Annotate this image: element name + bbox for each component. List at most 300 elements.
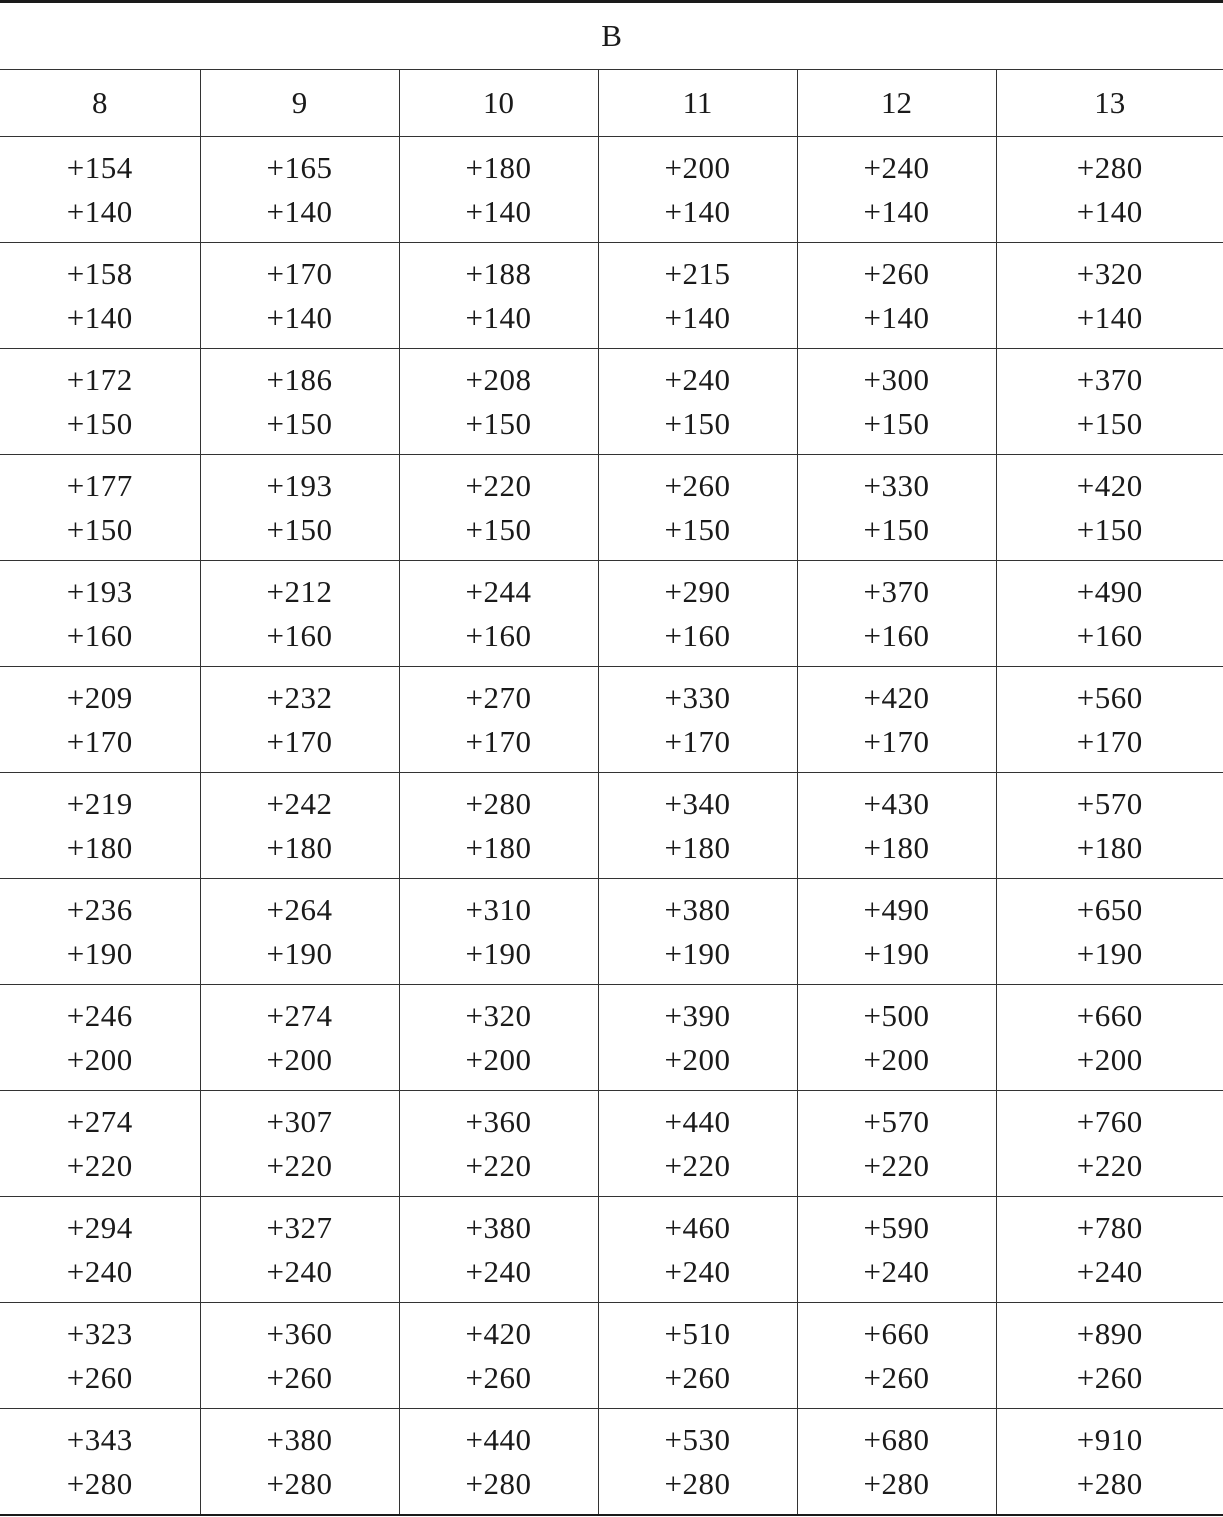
lower-deviation: +140 xyxy=(664,299,731,335)
table-cell xyxy=(797,1197,996,1303)
cell-value-pair xyxy=(1077,146,1143,234)
cell-value-pair xyxy=(67,1312,133,1400)
table-cell xyxy=(399,455,598,561)
upper-deviation: +660 xyxy=(863,1315,930,1351)
cell-value-pair xyxy=(1077,994,1143,1082)
cell-value-pair xyxy=(67,252,133,340)
cell-value-pair xyxy=(67,358,133,446)
lower-deviation: +150 xyxy=(465,405,532,441)
upper-deviation: +323 xyxy=(66,1315,133,1351)
cell-value-pair xyxy=(665,1312,731,1400)
column-header-cell: 9 xyxy=(200,70,399,137)
table-cell xyxy=(996,1197,1223,1303)
lower-deviation: +160 xyxy=(664,617,731,653)
upper-deviation: +390 xyxy=(664,997,731,1033)
upper-deviation: +240 xyxy=(664,361,731,397)
table-cell xyxy=(598,667,797,773)
cell-value-pair xyxy=(267,1206,333,1294)
lower-deviation: +150 xyxy=(863,511,930,547)
lower-deviation: +140 xyxy=(465,193,532,229)
table-cell xyxy=(598,1197,797,1303)
table-cell xyxy=(200,455,399,561)
cell-value-pair xyxy=(864,570,930,658)
table-cell xyxy=(200,1303,399,1409)
upper-deviation: +307 xyxy=(266,1103,333,1139)
lower-deviation: +180 xyxy=(66,829,133,865)
upper-deviation: +310 xyxy=(465,891,532,927)
table-cell xyxy=(996,349,1223,455)
cell-value-pair xyxy=(267,146,333,234)
cell-value-pair xyxy=(665,252,731,340)
table-cell xyxy=(0,1303,200,1409)
cell-value-pair xyxy=(665,1100,731,1188)
upper-deviation: +910 xyxy=(1076,1421,1143,1457)
table-row xyxy=(0,349,1223,455)
lower-deviation: +280 xyxy=(664,1465,731,1501)
lower-deviation: +180 xyxy=(1076,829,1143,865)
cell-value-pair xyxy=(665,358,731,446)
upper-deviation: +420 xyxy=(1076,467,1143,503)
table-cell xyxy=(598,773,797,879)
cell-value-pair xyxy=(665,888,731,976)
table-cell xyxy=(200,1091,399,1197)
cell-value-pair xyxy=(466,676,532,764)
table-cell xyxy=(399,985,598,1091)
upper-deviation: +280 xyxy=(465,785,532,821)
lower-deviation: +170 xyxy=(863,723,930,759)
cell-value-pair xyxy=(466,994,532,1082)
upper-deviation: +215 xyxy=(664,255,731,291)
cell-value-pair xyxy=(665,464,731,552)
table-cell xyxy=(399,1091,598,1197)
lower-deviation: +260 xyxy=(266,1359,333,1395)
table-cell xyxy=(399,1409,598,1516)
upper-deviation: +490 xyxy=(863,891,930,927)
table-cell xyxy=(0,667,200,773)
cell-value-pair xyxy=(1077,1206,1143,1294)
cell-value-pair xyxy=(466,782,532,870)
column-header-cell: 8 xyxy=(0,70,200,137)
lower-deviation: +140 xyxy=(863,193,930,229)
lower-deviation: +260 xyxy=(66,1359,133,1395)
upper-deviation: +330 xyxy=(664,679,731,715)
lower-deviation: +150 xyxy=(266,405,333,441)
lower-deviation: +170 xyxy=(266,723,333,759)
table-cell xyxy=(399,349,598,455)
table-cell xyxy=(0,773,200,879)
upper-deviation: +200 xyxy=(664,149,731,185)
upper-deviation: +430 xyxy=(863,785,930,821)
cell-value-pair xyxy=(665,1418,731,1506)
cell-value-pair xyxy=(267,994,333,1082)
table-cell xyxy=(0,137,200,243)
upper-deviation: +660 xyxy=(1076,997,1143,1033)
lower-deviation: +190 xyxy=(465,935,532,971)
lower-deviation: +180 xyxy=(863,829,930,865)
upper-deviation: +360 xyxy=(465,1103,532,1139)
table-cell xyxy=(399,137,598,243)
table-cell xyxy=(996,773,1223,879)
upper-deviation: +510 xyxy=(664,1315,731,1351)
cell-value-pair xyxy=(864,1100,930,1188)
table-cell xyxy=(797,349,996,455)
table-cell xyxy=(200,243,399,349)
cell-value-pair xyxy=(466,464,532,552)
upper-deviation: +340 xyxy=(664,785,731,821)
table-cell xyxy=(598,561,797,667)
upper-deviation: +154 xyxy=(66,149,133,185)
table-cell xyxy=(598,1303,797,1409)
lower-deviation: +200 xyxy=(1076,1041,1143,1077)
table-row xyxy=(0,1303,1223,1409)
upper-deviation: +420 xyxy=(465,1315,532,1351)
upper-deviation: +320 xyxy=(465,997,532,1033)
lower-deviation: +140 xyxy=(664,193,731,229)
cell-value-pair xyxy=(864,358,930,446)
lower-deviation: +220 xyxy=(66,1147,133,1183)
lower-deviation: +150 xyxy=(664,405,731,441)
cell-value-pair xyxy=(267,464,333,552)
table-cell xyxy=(0,1197,200,1303)
cell-value-pair xyxy=(67,146,133,234)
upper-deviation: +330 xyxy=(863,467,930,503)
table-cell xyxy=(797,137,996,243)
cell-value-pair xyxy=(1077,570,1143,658)
lower-deviation: +170 xyxy=(664,723,731,759)
lower-deviation: +260 xyxy=(863,1359,930,1395)
lower-deviation: +150 xyxy=(1076,511,1143,547)
upper-deviation: +188 xyxy=(465,255,532,291)
table-cell xyxy=(399,561,598,667)
cell-value-pair xyxy=(466,252,532,340)
column-header-cell: 13 xyxy=(996,70,1223,137)
cell-value-pair xyxy=(466,358,532,446)
cell-value-pair xyxy=(864,252,930,340)
cell-value-pair xyxy=(665,1206,731,1294)
column-header-cell: 11 xyxy=(598,70,797,137)
upper-deviation: +370 xyxy=(1076,361,1143,397)
table-cell xyxy=(200,1197,399,1303)
lower-deviation: +140 xyxy=(66,193,133,229)
upper-deviation: +172 xyxy=(66,361,133,397)
cell-value-pair xyxy=(267,888,333,976)
upper-deviation: +270 xyxy=(465,679,532,715)
cell-value-pair xyxy=(864,676,930,764)
table-cell xyxy=(0,1091,200,1197)
cell-value-pair xyxy=(864,1312,930,1400)
upper-deviation: +280 xyxy=(1076,149,1143,185)
table-cell xyxy=(399,667,598,773)
upper-deviation: +244 xyxy=(465,573,532,609)
table-cell xyxy=(598,879,797,985)
upper-deviation: +212 xyxy=(266,573,333,609)
upper-deviation: +890 xyxy=(1076,1315,1143,1351)
cell-value-pair xyxy=(466,146,532,234)
table-cell xyxy=(200,137,399,243)
table-cell xyxy=(399,773,598,879)
lower-deviation: +140 xyxy=(266,193,333,229)
lower-deviation: +240 xyxy=(465,1253,532,1289)
lower-deviation: +280 xyxy=(1076,1465,1143,1501)
cell-value-pair xyxy=(267,570,333,658)
lower-deviation: +160 xyxy=(66,617,133,653)
table-cell xyxy=(797,667,996,773)
table-row xyxy=(0,243,1223,349)
cell-value-pair xyxy=(67,1100,133,1188)
upper-deviation: +343 xyxy=(66,1421,133,1457)
upper-deviation: +560 xyxy=(1076,679,1143,715)
cell-value-pair xyxy=(665,782,731,870)
upper-deviation: +260 xyxy=(863,255,930,291)
cell-value-pair xyxy=(864,1206,930,1294)
cell-value-pair xyxy=(665,676,731,764)
lower-deviation: +190 xyxy=(664,935,731,971)
lower-deviation: +160 xyxy=(266,617,333,653)
table-cell xyxy=(797,985,996,1091)
table-cell xyxy=(797,1303,996,1409)
table-cell xyxy=(0,349,200,455)
lower-deviation: +170 xyxy=(66,723,133,759)
cell-value-pair xyxy=(1077,464,1143,552)
column-header-cell: 10 xyxy=(399,70,598,137)
cell-value-pair xyxy=(466,1418,532,1506)
table-cell xyxy=(996,1409,1223,1516)
lower-deviation: +280 xyxy=(863,1465,930,1501)
lower-deviation: +240 xyxy=(664,1253,731,1289)
cell-value-pair xyxy=(67,782,133,870)
lower-deviation: +180 xyxy=(266,829,333,865)
upper-deviation: +246 xyxy=(66,997,133,1033)
upper-deviation: +370 xyxy=(863,573,930,609)
upper-deviation: +165 xyxy=(266,149,333,185)
table-row xyxy=(0,985,1223,1091)
cell-value-pair xyxy=(864,888,930,976)
table-cell xyxy=(797,879,996,985)
upper-deviation: +220 xyxy=(465,467,532,503)
lower-deviation: +140 xyxy=(465,299,532,335)
table-cell xyxy=(200,1409,399,1516)
table-cell xyxy=(996,455,1223,561)
upper-deviation: +294 xyxy=(66,1209,133,1245)
upper-deviation: +650 xyxy=(1076,891,1143,927)
lower-deviation: +220 xyxy=(664,1147,731,1183)
upper-deviation: +490 xyxy=(1076,573,1143,609)
cell-value-pair xyxy=(466,1312,532,1400)
upper-deviation: +500 xyxy=(863,997,930,1033)
upper-deviation: +208 xyxy=(465,361,532,397)
lower-deviation: +280 xyxy=(66,1465,133,1501)
cell-value-pair xyxy=(67,676,133,764)
lower-deviation: +220 xyxy=(266,1147,333,1183)
upper-deviation: +380 xyxy=(465,1209,532,1245)
upper-deviation: +380 xyxy=(266,1421,333,1457)
cell-value-pair xyxy=(1077,252,1143,340)
table-row xyxy=(0,667,1223,773)
upper-deviation: +193 xyxy=(266,467,333,503)
table-cell xyxy=(200,349,399,455)
upper-deviation: +780 xyxy=(1076,1209,1143,1245)
lower-deviation: +150 xyxy=(863,405,930,441)
lower-deviation: +200 xyxy=(66,1041,133,1077)
cell-value-pair xyxy=(1077,1100,1143,1188)
table-cell xyxy=(996,1091,1223,1197)
lower-deviation: +220 xyxy=(863,1147,930,1183)
table-cell xyxy=(996,561,1223,667)
upper-deviation: +570 xyxy=(863,1103,930,1139)
upper-deviation: +320 xyxy=(1076,255,1143,291)
upper-deviation: +236 xyxy=(66,891,133,927)
lower-deviation: +260 xyxy=(1076,1359,1143,1395)
cell-value-pair xyxy=(67,1418,133,1506)
table-cell xyxy=(0,455,200,561)
cell-value-pair xyxy=(665,146,731,234)
lower-deviation: +180 xyxy=(465,829,532,865)
lower-deviation: +140 xyxy=(66,299,133,335)
table-cell xyxy=(598,1091,797,1197)
table-row xyxy=(0,455,1223,561)
lower-deviation: +150 xyxy=(66,511,133,547)
cell-value-pair xyxy=(864,782,930,870)
upper-deviation: +170 xyxy=(266,255,333,291)
cell-value-pair xyxy=(67,570,133,658)
upper-deviation: +260 xyxy=(664,467,731,503)
table-cell xyxy=(598,243,797,349)
table-cell xyxy=(797,561,996,667)
upper-deviation: +180 xyxy=(465,149,532,185)
table-cell xyxy=(200,985,399,1091)
upper-deviation: +274 xyxy=(66,1103,133,1139)
table-cell xyxy=(996,667,1223,773)
cell-value-pair xyxy=(864,146,930,234)
lower-deviation: +150 xyxy=(66,405,133,441)
lower-deviation: +170 xyxy=(465,723,532,759)
cell-value-pair xyxy=(67,888,133,976)
table-row xyxy=(0,1197,1223,1303)
group-header-cell: B xyxy=(0,2,1223,70)
upper-deviation: +177 xyxy=(66,467,133,503)
upper-deviation: +360 xyxy=(266,1315,333,1351)
group-header-row xyxy=(0,2,1223,70)
lower-deviation: +140 xyxy=(1076,299,1143,335)
table-cell xyxy=(996,243,1223,349)
cell-value-pair xyxy=(1077,782,1143,870)
cell-value-pair xyxy=(267,252,333,340)
cell-value-pair xyxy=(267,1100,333,1188)
lower-deviation: +150 xyxy=(1076,405,1143,441)
table-cell xyxy=(598,349,797,455)
lower-deviation: +140 xyxy=(863,299,930,335)
table-row xyxy=(0,1091,1223,1197)
table-cell xyxy=(797,773,996,879)
cell-value-pair xyxy=(267,358,333,446)
table-cell xyxy=(0,1409,200,1516)
upper-deviation: +186 xyxy=(266,361,333,397)
table-cell xyxy=(0,561,200,667)
upper-deviation: +440 xyxy=(664,1103,731,1139)
table-cell xyxy=(797,243,996,349)
cell-value-pair xyxy=(267,1312,333,1400)
lower-deviation: +190 xyxy=(863,935,930,971)
cell-value-pair xyxy=(67,994,133,1082)
lower-deviation: +280 xyxy=(465,1465,532,1501)
lower-deviation: +240 xyxy=(66,1253,133,1289)
lower-deviation: +200 xyxy=(863,1041,930,1077)
cell-value-pair xyxy=(1077,358,1143,446)
lower-deviation: +140 xyxy=(1076,193,1143,229)
table-cell xyxy=(200,773,399,879)
cell-value-pair xyxy=(864,464,930,552)
cell-value-pair xyxy=(665,570,731,658)
lower-deviation: +170 xyxy=(1076,723,1143,759)
upper-deviation: +193 xyxy=(66,573,133,609)
lower-deviation: +160 xyxy=(1076,617,1143,653)
table-cell xyxy=(598,1409,797,1516)
upper-deviation: +158 xyxy=(66,255,133,291)
upper-deviation: +219 xyxy=(66,785,133,821)
table-cell xyxy=(598,985,797,1091)
column-header-cell: 12 xyxy=(797,70,996,137)
upper-deviation: +380 xyxy=(664,891,731,927)
table-cell xyxy=(399,243,598,349)
upper-deviation: +440 xyxy=(465,1421,532,1457)
cell-value-pair xyxy=(267,676,333,764)
table-cell xyxy=(797,1091,996,1197)
cell-value-pair xyxy=(67,464,133,552)
lower-deviation: +280 xyxy=(266,1465,333,1501)
table-cell xyxy=(797,1409,996,1516)
table-cell xyxy=(200,667,399,773)
cell-value-pair xyxy=(267,1418,333,1506)
cell-value-pair xyxy=(267,782,333,870)
table-cell xyxy=(0,985,200,1091)
cell-value-pair xyxy=(466,888,532,976)
table-cell xyxy=(996,1303,1223,1409)
cell-value-pair xyxy=(1077,676,1143,764)
upper-deviation: +209 xyxy=(66,679,133,715)
lower-deviation: +240 xyxy=(1076,1253,1143,1289)
lower-deviation: +200 xyxy=(465,1041,532,1077)
lower-deviation: +150 xyxy=(465,511,532,547)
cell-value-pair xyxy=(864,1418,930,1506)
table-cell xyxy=(598,455,797,561)
upper-deviation: +327 xyxy=(266,1209,333,1245)
table-cell xyxy=(200,879,399,985)
upper-deviation: +590 xyxy=(863,1209,930,1245)
upper-deviation: +232 xyxy=(266,679,333,715)
upper-deviation: +680 xyxy=(863,1421,930,1457)
lower-deviation: +160 xyxy=(863,617,930,653)
lower-deviation: +160 xyxy=(465,617,532,653)
lower-deviation: +190 xyxy=(266,935,333,971)
upper-deviation: +274 xyxy=(266,997,333,1033)
lower-deviation: +150 xyxy=(266,511,333,547)
cell-value-pair xyxy=(466,1206,532,1294)
table-row xyxy=(0,1409,1223,1516)
table-row xyxy=(0,773,1223,879)
table-cell xyxy=(996,879,1223,985)
table-cell xyxy=(797,455,996,561)
upper-deviation: +460 xyxy=(664,1209,731,1245)
cell-value-pair xyxy=(1077,888,1143,976)
lower-deviation: +140 xyxy=(266,299,333,335)
upper-deviation: +760 xyxy=(1076,1103,1143,1139)
table-cell xyxy=(996,985,1223,1091)
lower-deviation: +240 xyxy=(266,1253,333,1289)
lower-deviation: +260 xyxy=(664,1359,731,1395)
cell-value-pair xyxy=(466,1100,532,1188)
table-cell xyxy=(996,137,1223,243)
upper-deviation: +570 xyxy=(1076,785,1143,821)
